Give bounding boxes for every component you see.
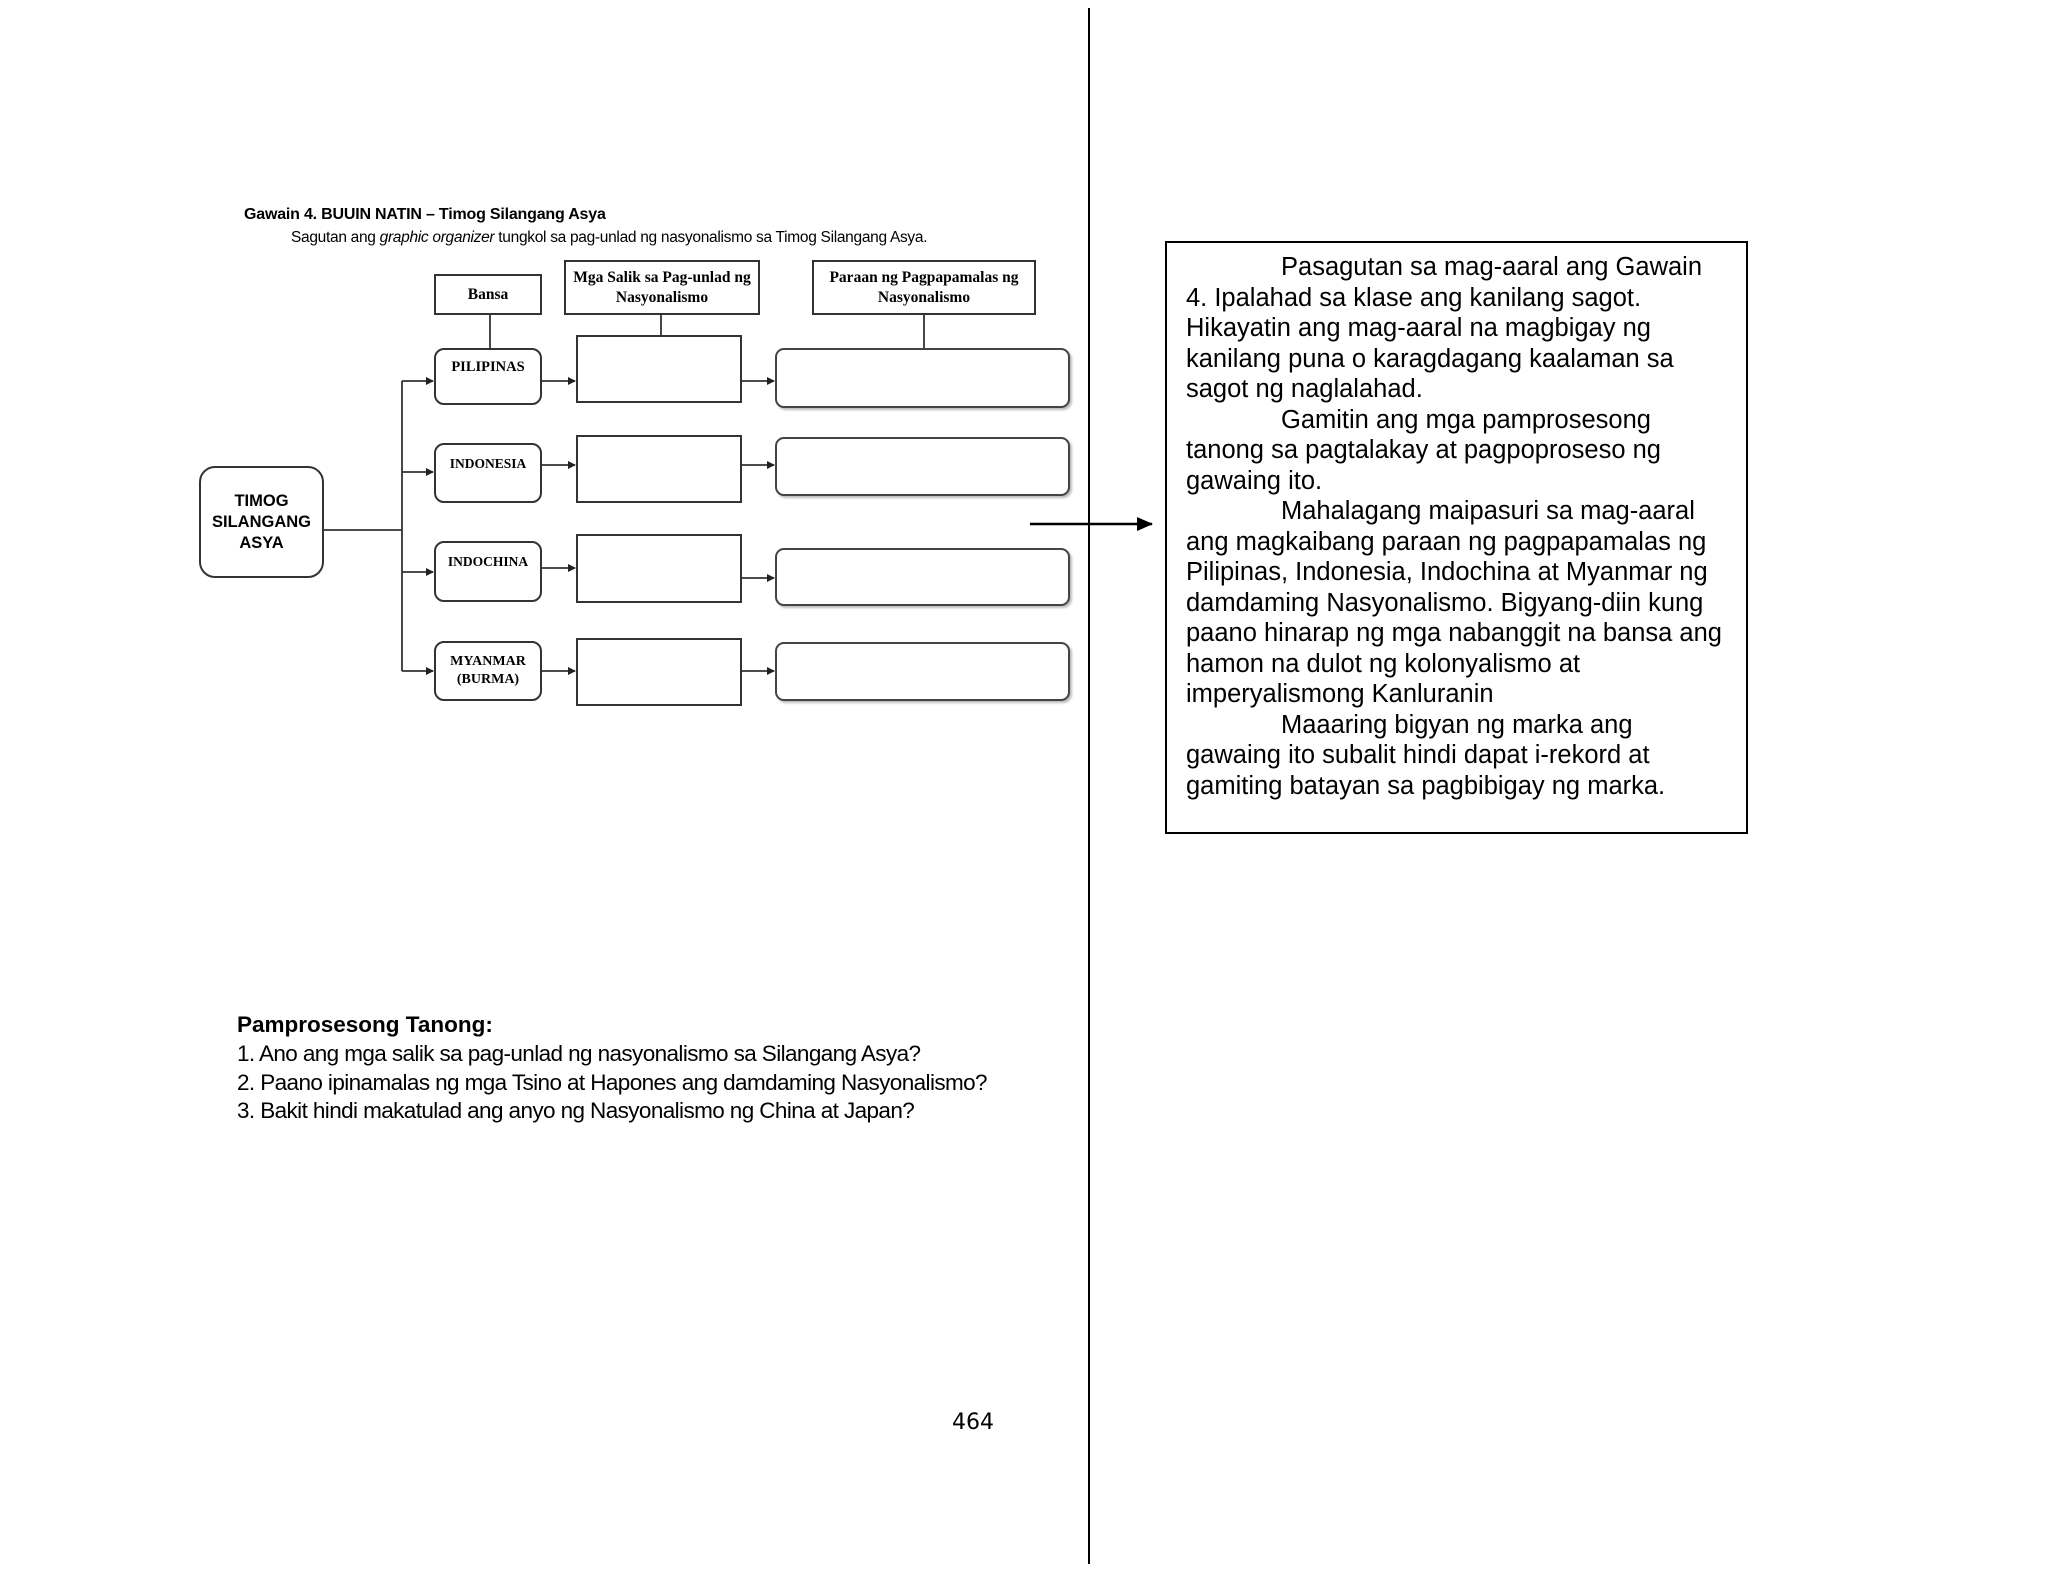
- country-indochina: INDOCHINA: [434, 541, 542, 602]
- questions-heading: Pamprosesong Tanong:: [237, 1012, 493, 1037]
- salik-answer-box-indochina[interactable]: [576, 534, 742, 603]
- paraan-answer-box-myanmar[interactable]: [775, 642, 1070, 701]
- header-salik: Mga Salik sa Pag-unlad ng Nasyonalismo: [564, 260, 760, 315]
- question-2: 2. Paano ipinamalas ng mga Tsino at Hapones ang damdaming Nasyonalismo?: [237, 1070, 987, 1095]
- question-1: 1. Ano ang mga salik sa pag-unlad ng nasyonalismo sa Silangang Asya?: [237, 1041, 921, 1066]
- salik-answer-box-myanmar[interactable]: [576, 638, 742, 706]
- teacher-note-box: [1165, 241, 1748, 834]
- salik-answer-box-pilipinas[interactable]: [576, 335, 742, 403]
- task-title: Gawain 4. BUUIN NATIN – Timog Silangang Asya: [244, 206, 606, 223]
- country-indonesia: INDONESIA: [434, 443, 542, 503]
- country-pilipinas: PILIPINAS: [434, 348, 542, 405]
- task-instructions: Sagutan ang graphic organizer tungkol sa pag-unlad ng nasyonalismo sa Timog Silangang Asya.: [291, 229, 928, 246]
- salik-answer-box-indonesia[interactable]: [576, 435, 742, 503]
- note-paragraph: Maaaring bigyan ng marka ang gawaing ito subalit hindi dapat i-rekord at gamiting batayan sa pagbibigay ng marka.: [1186, 710, 1666, 800]
- header-paraan: Paraan ng Pagpapamalas ng Nasyonalismo: [812, 260, 1036, 315]
- note-paragraph: Pasagutan sa mag-aaral ang Gawain 4. Ipalahad sa klase ang kanilang sagot. Hikayatin ang mag-aaral na magbigay ng kanilang puna o karagdagang kaalaman sa sagot ng naglalahad.: [1186, 253, 1703, 403]
- header-bansa: Bansa: [434, 274, 542, 315]
- page-number: 464: [952, 1410, 994, 1435]
- note-paragraph: Mahalagang maipasuri sa mag-aaral ang magkaibang paraan ng pagpapamalas ng Pilipinas, Indonesia, Indochina at Myanmar ng damdaming Nasyonalismo. Bigyang-diin kung paano hinarap ng mga nabanggit na bansa ang hamon na dulot ng kolonyalismo at imperyalismong Kanluranin: [1186, 497, 1722, 708]
- question-3: 3. Bakit hindi makatulad ang anyo ng Nasyonalismo ng China at Japan?: [237, 1098, 915, 1123]
- paraan-answer-box-indochina[interactable]: [775, 548, 1070, 606]
- country-myanmar: MYANMAR (BURMA): [434, 641, 542, 701]
- paraan-answer-box-indonesia[interactable]: [775, 437, 1070, 496]
- paraan-answer-box-pilipinas[interactable]: [775, 348, 1070, 408]
- root-node: TIMOG SILANGANG ASYA: [199, 466, 324, 578]
- note-paragraph: Gamitin ang mga pamprosesong tanong sa pagtalakay at pagpoproseso ng gawaing ito.: [1186, 405, 1661, 495]
